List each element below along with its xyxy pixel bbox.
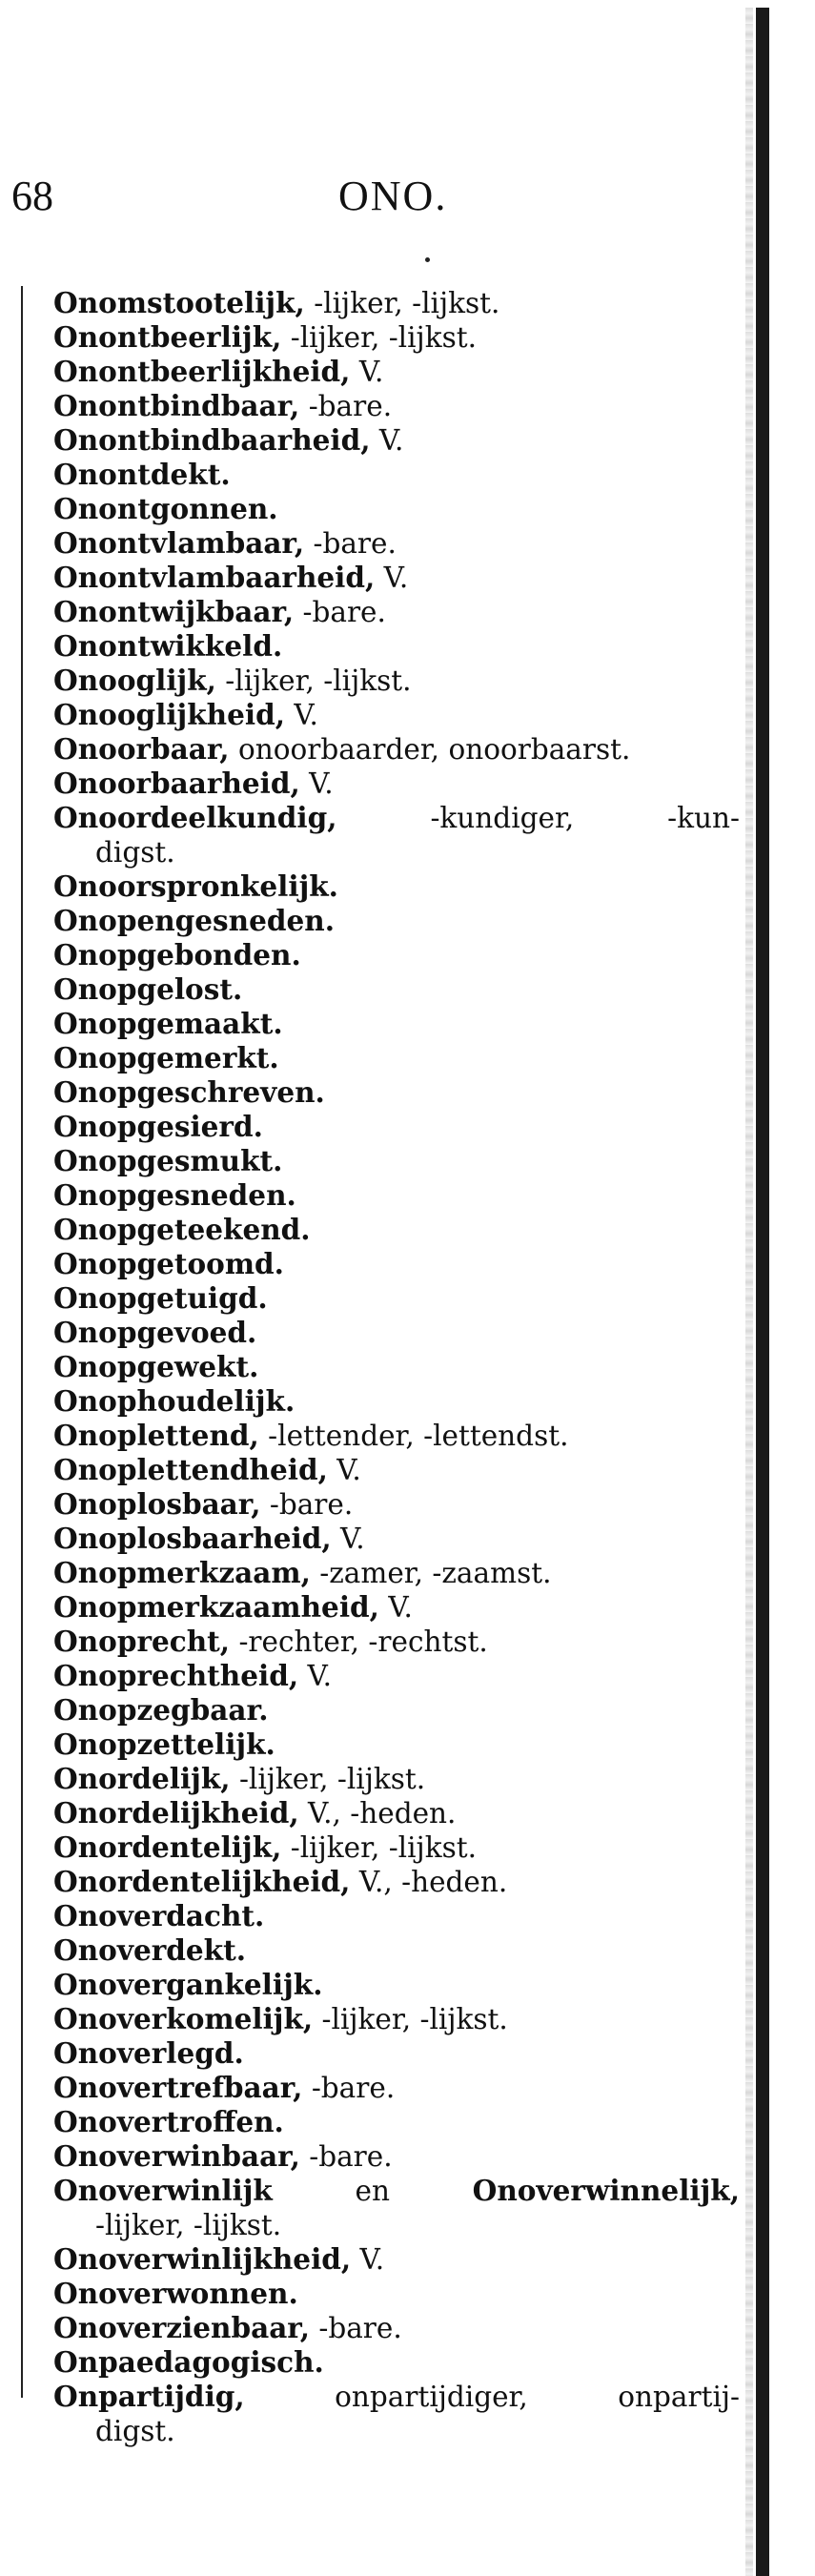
entry-continuation: -lijker, -lijkst. — [95, 2209, 282, 2241]
entry-headword: Onopgevoed. — [53, 1316, 257, 1349]
entry-headword: Onooglijk, — [53, 664, 216, 697]
dictionary-entry — [53, 1419, 740, 1453]
entry-forms: V. — [375, 562, 409, 594]
entry-headword: Onoverdekt. — [53, 1933, 247, 1967]
entry-headword: Onophoudelijk. — [53, 1384, 295, 1418]
dictionary-entry — [53, 1659, 740, 1693]
entry-forms: -bare. — [299, 2140, 393, 2173]
entry-headword: Onoverzienbaar, — [53, 2311, 310, 2344]
entry-headword: Onontwikkeld. — [53, 629, 283, 663]
page-edge-shadow — [745, 8, 753, 2576]
entry-forms: V., -heden. — [350, 1866, 508, 1898]
dictionary-entry — [53, 972, 740, 1007]
entry-headword: Onontbindbaarheid, — [53, 423, 371, 457]
entry-forms: V. — [350, 356, 384, 388]
entry-forms: V. — [351, 2243, 385, 2276]
entry-headword: Onopgelost. — [53, 972, 243, 1006]
entry-headword: Onoverwonnen. — [53, 2277, 298, 2310]
dictionary-entry — [53, 2036, 740, 2071]
entry-headword: Onopgeteekend. — [53, 1213, 311, 1246]
dictionary-entry — [53, 1281, 740, 1316]
dictionary-entry — [53, 1075, 740, 1110]
dictionary-entry — [53, 492, 740, 526]
entry-forms: V. — [284, 699, 318, 731]
entry-forms: -bare. — [304, 527, 397, 560]
page-number: 68 — [11, 173, 53, 219]
entry-headword: Onoplettend, — [53, 1419, 259, 1452]
entry-forms: V. — [378, 1591, 413, 1624]
entry-headword: Onopgesmukt. — [53, 1144, 283, 1177]
entry-headword: Onontbindbaar, — [53, 389, 300, 422]
entry-headword: Onoprechtheid, — [53, 1659, 299, 1692]
entry-headword: Onooglijkheid, — [53, 698, 285, 731]
entry-forms: -lijker, -lijkst. — [215, 664, 412, 697]
entry-headword: Onoorbaar, — [53, 732, 230, 766]
dictionary-entry — [53, 1830, 740, 1865]
entry-forms: -zamer, -zaamst. — [310, 1557, 552, 1589]
entry-forms: -lijker, -lijkst. — [313, 2003, 508, 2035]
entry-headword: Onopgetoomd. — [53, 1247, 284, 1280]
section-title: ONO. — [338, 173, 448, 219]
entry-forms: -lijker, -lijkst. — [281, 1831, 477, 1864]
entry-headword: Onovertroffen. — [53, 2105, 284, 2138]
dictionary-entry — [53, 2071, 740, 2105]
entry-headword: Onopgemaakt. — [53, 1007, 283, 1040]
dictionary-entry — [53, 355, 740, 389]
entry-headword: Onordelijkheid, — [53, 1796, 299, 1830]
dictionary-entry — [53, 801, 740, 869]
dictionary-entry — [53, 2174, 740, 2242]
entry-headword: Onordentelijk, — [53, 1830, 282, 1864]
entry-forms: -bare. — [294, 596, 386, 628]
entry-headword: Onoverdacht. — [53, 1899, 265, 1932]
dictionary-entry — [53, 1899, 740, 1933]
entry-forms: -rechter, -rechtst. — [230, 1625, 488, 1658]
dictionary-entry — [53, 2105, 740, 2139]
entry-forms: -lijker, -lijkst. — [304, 287, 500, 319]
entry-headword: Onoprecht, — [53, 1625, 231, 1658]
dictionary-entry — [53, 389, 740, 423]
dictionary-entry — [53, 286, 740, 320]
entry-headword: Onoorbaarheid, — [53, 767, 300, 800]
entry-forms: onoorbaarder, onoorbaarst. — [229, 733, 631, 766]
entry-headword: Onoplosbaar, — [53, 1487, 261, 1521]
page-header — [0, 170, 815, 227]
dictionary-entry — [53, 1865, 740, 1899]
entry-headword: Onopgetuigd. — [53, 1281, 268, 1315]
entry-headword-variant: Onoverwinnelijk, — [472, 2174, 740, 2207]
dictionary-entry — [53, 1316, 740, 1350]
dictionary-entry — [53, 1693, 740, 1728]
dictionary-entry — [53, 458, 740, 492]
stray-dot-mark — [425, 257, 430, 262]
dictionary-entry — [53, 938, 740, 972]
dictionary-entry — [53, 1384, 740, 1419]
dictionary-entry — [53, 767, 740, 801]
dictionary-entry — [53, 1350, 740, 1384]
entry-headword: Onoverkomelijk, — [53, 2002, 314, 2035]
dictionary-entry — [53, 1968, 740, 2002]
dictionary-entry — [53, 629, 740, 664]
entry-headword: Onopgeschreven. — [53, 1075, 325, 1109]
dictionary-entry — [53, 2345, 740, 2380]
entry-forms: -bare. — [299, 390, 393, 422]
entry-headword: Onontvlambaar, — [53, 526, 305, 560]
entry-continuation: digst. — [95, 836, 175, 869]
entry-headword: Onontvlambaarheid, — [53, 561, 376, 594]
dictionary-entry — [53, 423, 740, 458]
dictionary-entry — [53, 1933, 740, 1968]
entry-forms: V. — [331, 1523, 365, 1555]
dictionary-entry — [53, 1213, 740, 1247]
entry-forms: V. — [298, 1660, 333, 1692]
entry-headword: Onoplettendheid, — [53, 1453, 328, 1486]
dictionary-entry — [53, 561, 740, 595]
entry-headword: Onopmerkzaam, — [53, 1556, 311, 1589]
entry-headword: Onordelijk, — [53, 1762, 231, 1795]
entry-headword: Onontbeerlijk, — [53, 320, 282, 354]
entry-headword: Onoverganke​lijk. — [53, 1968, 323, 2001]
dictionary-entry — [53, 1796, 740, 1830]
entry-forms: -lijker, -lijkst. — [281, 321, 477, 354]
binding-edge — [756, 8, 769, 2576]
entry-forms: onpartijdiger, onpartij- — [244, 2381, 740, 2413]
entry-headword: Onopgemerkt. — [53, 1041, 279, 1074]
dictionary-entry — [53, 698, 740, 732]
dictionary-entry — [53, 1522, 740, 1556]
entry-headword: Onpartijdig, — [53, 2380, 245, 2413]
dictionary-entry — [53, 1178, 740, 1213]
dictionary-entry — [53, 1144, 740, 1178]
dictionary-entry — [53, 320, 740, 355]
entry-headword: Onpaedagogisch. — [53, 2345, 324, 2379]
entry-forms: V. — [370, 424, 404, 457]
column-rule — [21, 286, 23, 2398]
dictionary-entry — [53, 1625, 740, 1659]
entry-forms: -bare. — [309, 2312, 402, 2344]
entry-forms: -kundiger, -kun- — [336, 802, 740, 834]
dictionary-entry — [53, 1728, 740, 1762]
entry-headword: Onopmerkzaamheid, — [53, 1590, 379, 1624]
dictionary-entry — [53, 732, 740, 767]
entry-list — [53, 286, 740, 2448]
dictionary-entry — [53, 2277, 740, 2311]
dictionary-entry — [53, 1487, 740, 1522]
entry-forms: V., -heden. — [298, 1797, 457, 1830]
dictionary-entry — [53, 2380, 740, 2448]
dictionary-entry — [53, 1110, 740, 1144]
dictionary-entry — [53, 1762, 740, 1796]
dictionary-entry — [53, 664, 740, 698]
entry-headword: Onoverlegd. — [53, 2036, 244, 2070]
entry-forms: V. — [327, 1454, 361, 1486]
dictionary-entry — [53, 1041, 740, 1075]
entry-headword: Onoverwinlijkheid, — [53, 2242, 352, 2276]
entry-headword: Onopgesierd. — [53, 1110, 263, 1143]
dictionary-entry — [53, 1453, 740, 1487]
entry-headword: Onopgebonden. — [53, 938, 301, 971]
dictionary-entry — [53, 869, 740, 904]
entry-headword: Onomstootelijk, — [53, 286, 305, 319]
dictionary-entry — [53, 1590, 740, 1625]
dictionary-entry — [53, 1556, 740, 1590]
entry-headword: Onopengesneden. — [53, 904, 335, 937]
entry-forms: V. — [299, 767, 334, 800]
dictionary-entry — [53, 904, 740, 938]
dictionary-entry — [53, 2002, 740, 2036]
entry-headword: Onovertrefbaar, — [53, 2071, 303, 2104]
dictionary-entry — [53, 2311, 740, 2345]
entry-headword: Onontgonnen. — [53, 492, 278, 525]
entry-headword: Onordentelijkheid, — [53, 1865, 351, 1898]
dictionary-entry — [53, 2242, 740, 2277]
entry-headword: Onontdekt. — [53, 458, 231, 491]
entry-forms: -bare. — [260, 1488, 354, 1521]
entry-headword: Onopgesneden. — [53, 1178, 296, 1212]
dictionary-entry — [53, 1247, 740, 1281]
entry-headword: Onoplosbaarheid, — [53, 1522, 332, 1555]
dictionary-entry — [53, 1007, 740, 1041]
entry-forms: -lijker, -lijkst. — [230, 1763, 426, 1795]
dictionary-entry — [53, 2139, 740, 2174]
entry-headword: Onoverwinbaar, — [53, 2139, 300, 2173]
dictionary-entry — [53, 595, 740, 629]
entry-headword: Onopgewekt. — [53, 1350, 259, 1383]
entry-headword: Onopzegbaar. — [53, 1693, 269, 1727]
entry-headword: Onoverwinlijk — [53, 2174, 273, 2207]
entry-headword: Onoorspronkelijk. — [53, 869, 338, 903]
entry-headword: Onopzettelijk. — [53, 1728, 275, 1761]
entry-headword: Onoordeelkundig, — [53, 801, 337, 834]
entry-forms: -bare. — [302, 2072, 396, 2104]
dictionary-entry — [53, 526, 740, 561]
entry-headword: Onontbeerlijkheid, — [53, 355, 351, 388]
entry-forms: en — [272, 2175, 473, 2207]
entry-headword: Onontwijkbaar, — [53, 595, 295, 628]
entry-continuation: digst. — [95, 2415, 175, 2447]
entry-forms: -lettender, -lettendst. — [258, 1420, 569, 1452]
